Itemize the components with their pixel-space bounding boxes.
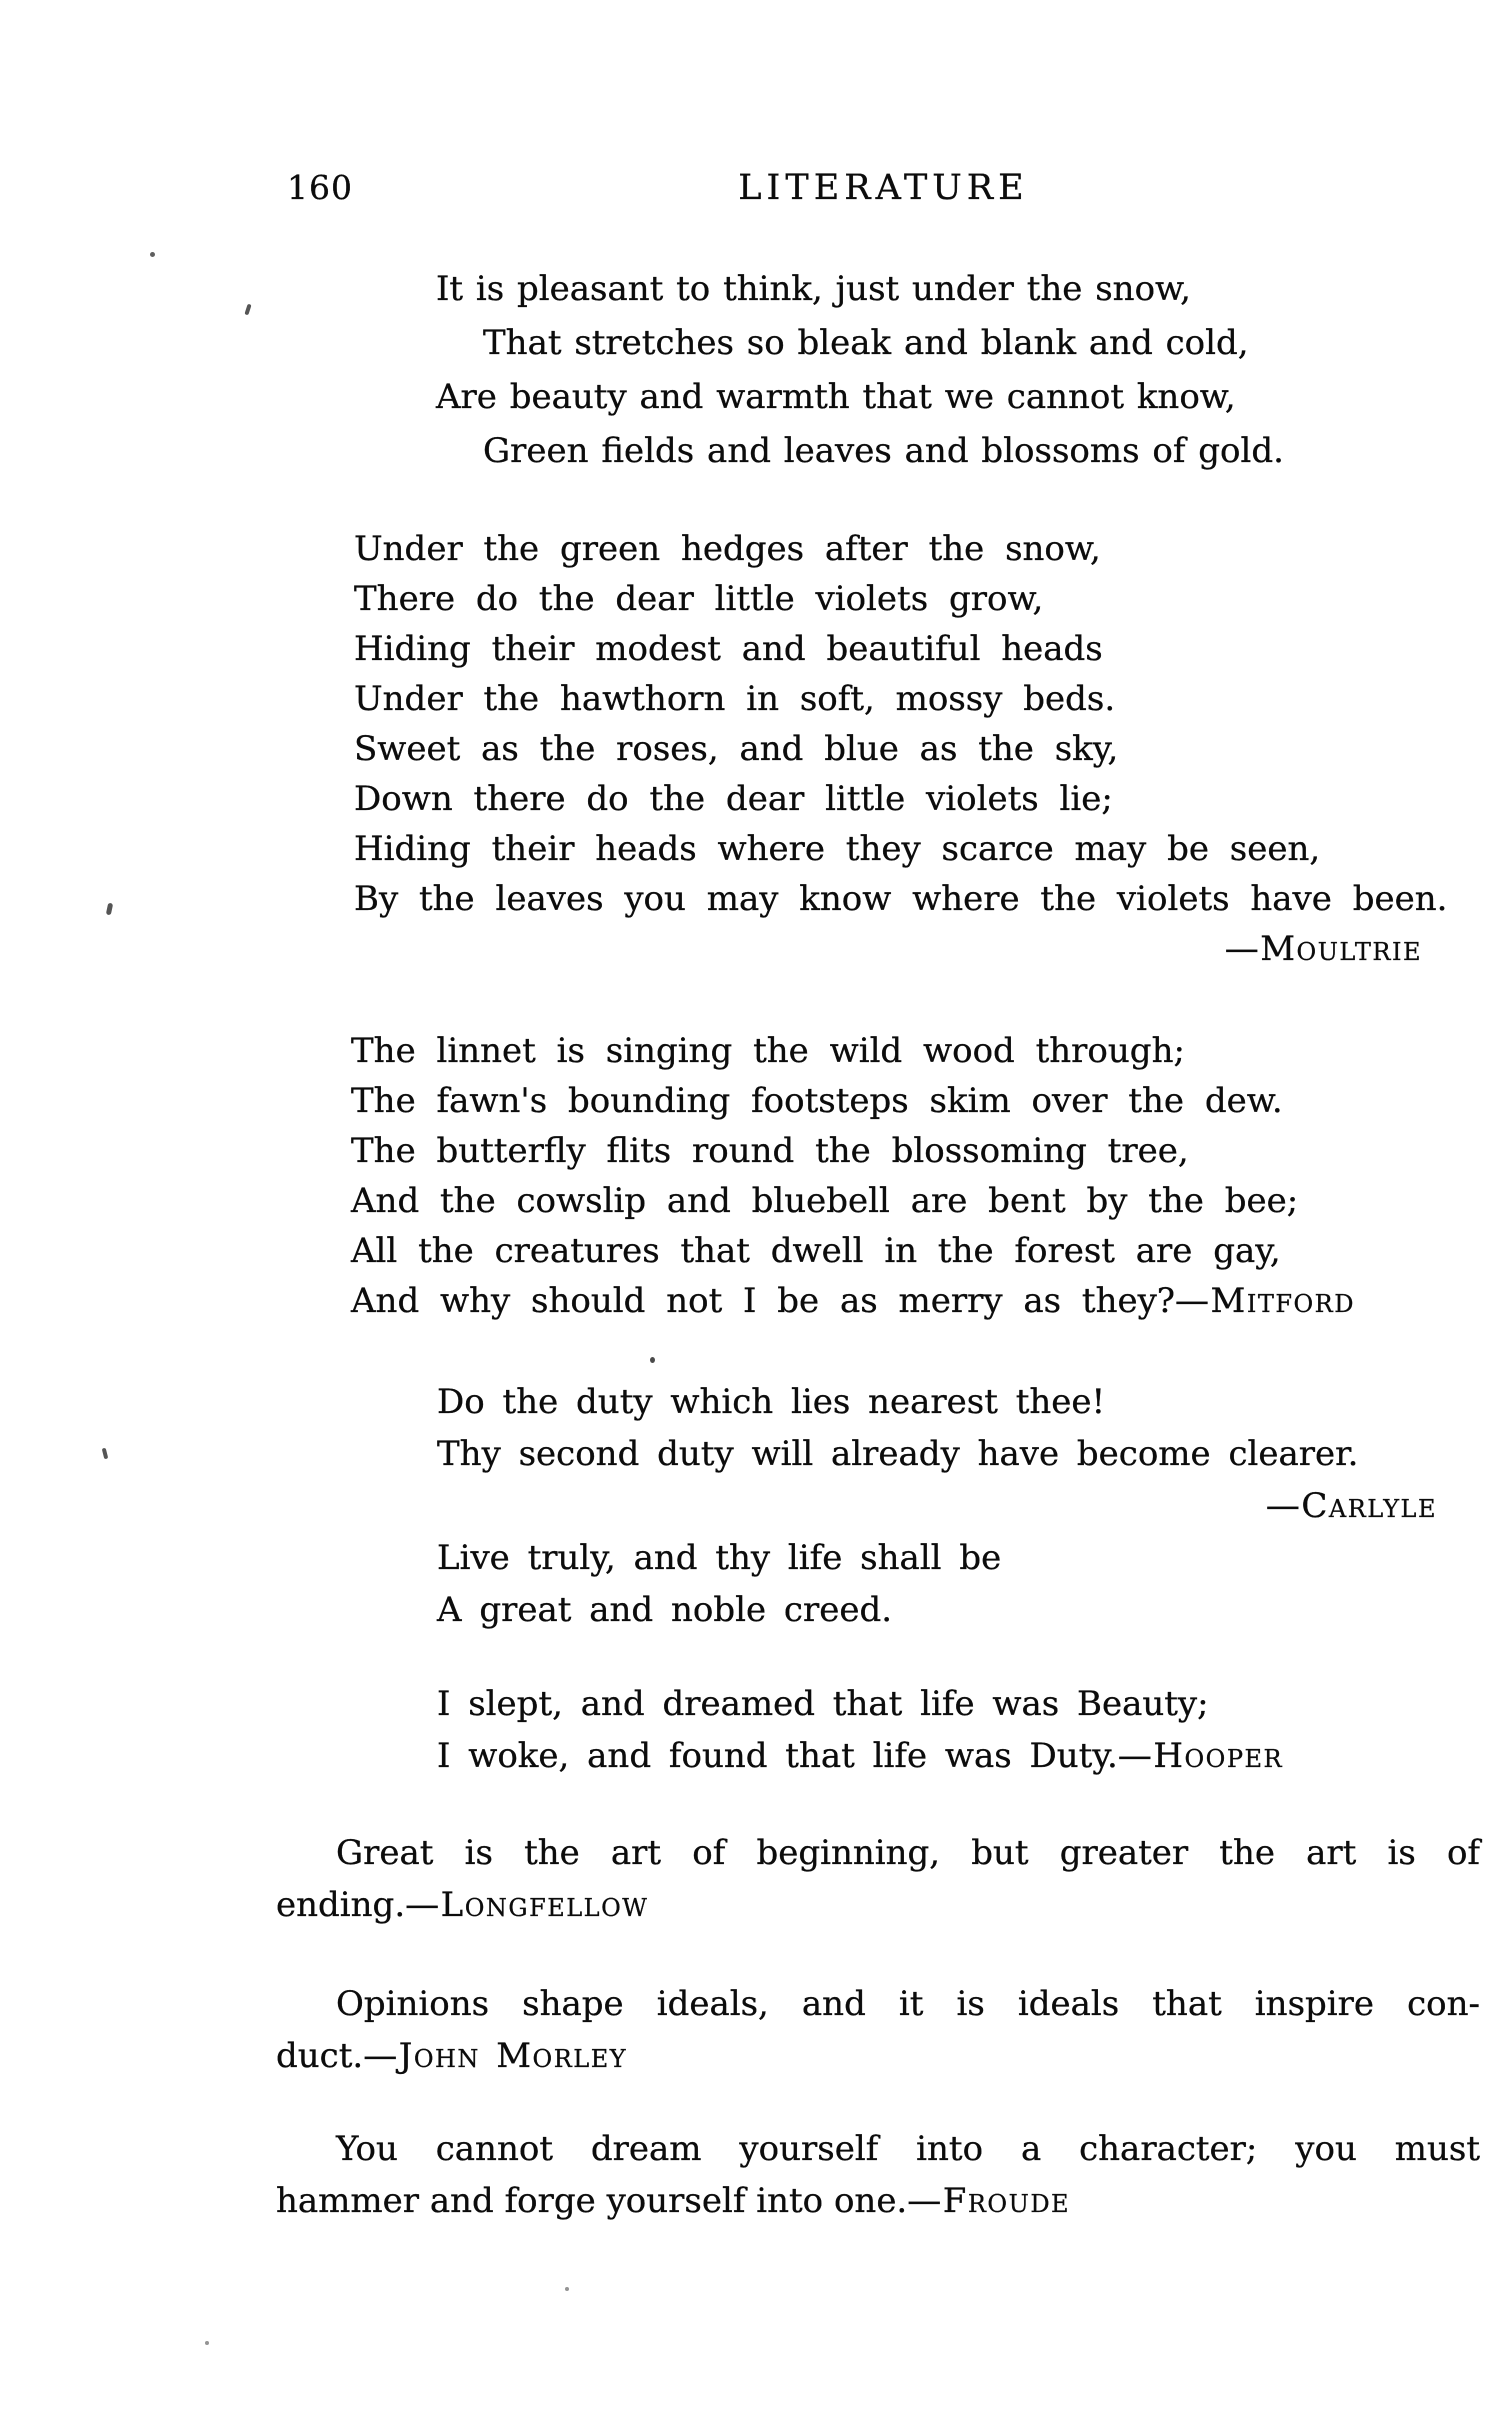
quote-froude bbox=[276, 2123, 1480, 2227]
quote-line: Opinions shape ideals, and it is ideals that inspire con- bbox=[336, 1984, 1480, 2024]
poem-line: Hiding their heads where they scarce may be seen, bbox=[354, 829, 1321, 869]
quote-line-text: duct. bbox=[276, 2036, 364, 2076]
poem-line: There do the dear little violets grow, bbox=[354, 579, 1044, 619]
poem-line: Sweet as the roses, and blue as the sky, bbox=[354, 729, 1119, 769]
scan-speck bbox=[150, 252, 155, 257]
quote-line-text: hammer and forge yourself into one. bbox=[276, 2181, 908, 2221]
page-header-title: LITERATURE bbox=[738, 168, 1029, 208]
poem-carlyle-block bbox=[437, 1376, 1437, 1636]
scan-speck bbox=[565, 2287, 569, 2291]
attribution-froude: —Froude bbox=[907, 2181, 1071, 2221]
attribution-mitford: —Mitford bbox=[1175, 1281, 1355, 1321]
poem-line: That stretches so bleak and blank and cold, bbox=[483, 323, 1249, 363]
poem-mitford-stanza bbox=[351, 1026, 1355, 1326]
poem-line: Do the duty which lies nearest thee! bbox=[437, 1382, 1106, 1422]
poem-snow-stanza bbox=[436, 262, 1284, 478]
poem-line: A great and noble creed. bbox=[437, 1590, 893, 1630]
poem-line-text: I woke, and found that life was Duty. bbox=[437, 1736, 1118, 1776]
quote-line-with-attribution bbox=[276, 2175, 1480, 2227]
poem-line: Live truly, and thy life shall be bbox=[437, 1538, 1002, 1578]
poem-line: All the creatures that dwell in the forest are gay, bbox=[351, 1231, 1281, 1271]
quote-line-text: ending. bbox=[276, 1885, 406, 1925]
scan-speck bbox=[650, 1357, 655, 1363]
scan-speck bbox=[102, 1448, 109, 1460]
poem-hooper-block bbox=[437, 1678, 1283, 1782]
page-header bbox=[287, 168, 1480, 208]
scan-speck bbox=[106, 903, 113, 916]
attribution-morley: —John Morley bbox=[363, 2036, 628, 2076]
page-number: 160 bbox=[287, 168, 353, 207]
quote-line: You cannot dream yourself into a character; you must bbox=[336, 2129, 1480, 2169]
poem-line: And the cowslip and bluebell are bent by the bee; bbox=[351, 1181, 1299, 1221]
poem-line: The fawn's bounding footsteps skim over the dew. bbox=[351, 1081, 1283, 1121]
poem-line: It is pleasant to think, just under the snow, bbox=[436, 269, 1191, 309]
attribution-hooper: —Hooper bbox=[1117, 1736, 1284, 1776]
poem-line-text: And why should not I be as merry as they? bbox=[351, 1281, 1176, 1321]
poem-line-with-attribution bbox=[351, 1276, 1355, 1326]
poem-line: The butterfly flits round the blossoming tree, bbox=[351, 1131, 1189, 1171]
poem-line: Under the green hedges after the snow, bbox=[354, 529, 1101, 569]
poem-line: I slept, and dreamed that life was Beauty; bbox=[437, 1684, 1209, 1724]
poem-line: Are beauty and warmth that we cannot know, bbox=[436, 377, 1236, 417]
poem-line: Thy second duty will already have become clearer. bbox=[437, 1434, 1359, 1474]
poem-line: Under the hawthorn in soft, mossy beds. bbox=[354, 679, 1116, 719]
attribution-longfellow: —Longfellow bbox=[405, 1885, 649, 1925]
poem-violets-stanza bbox=[354, 524, 1448, 974]
attribution-carlyle: —Carlyle bbox=[1265, 1486, 1437, 1526]
scan-speck bbox=[205, 2341, 209, 2345]
poem-line-with-attribution bbox=[437, 1730, 1283, 1782]
quote-morley bbox=[276, 1978, 1480, 2082]
poem-line: Hiding their modest and beautiful heads bbox=[354, 629, 1103, 669]
quote-line-with-attribution bbox=[276, 1879, 1480, 1931]
attribution-moultrie: —Moultrie bbox=[1224, 929, 1422, 969]
quote-longfellow bbox=[276, 1827, 1480, 1931]
poem-line: By the leaves you may know where the violets have been. bbox=[354, 879, 1448, 919]
scan-speck bbox=[244, 304, 251, 316]
poem-line: The linnet is singing the wild wood through; bbox=[351, 1031, 1185, 1071]
poem-line: Green fields and leaves and blossoms of gold. bbox=[483, 431, 1284, 471]
quote-line: Great is the art of beginning, but greater the art is of bbox=[336, 1833, 1480, 1873]
poem-line: Down there do the dear little violets lie; bbox=[354, 779, 1113, 819]
quote-line-with-attribution bbox=[276, 2030, 1480, 2082]
